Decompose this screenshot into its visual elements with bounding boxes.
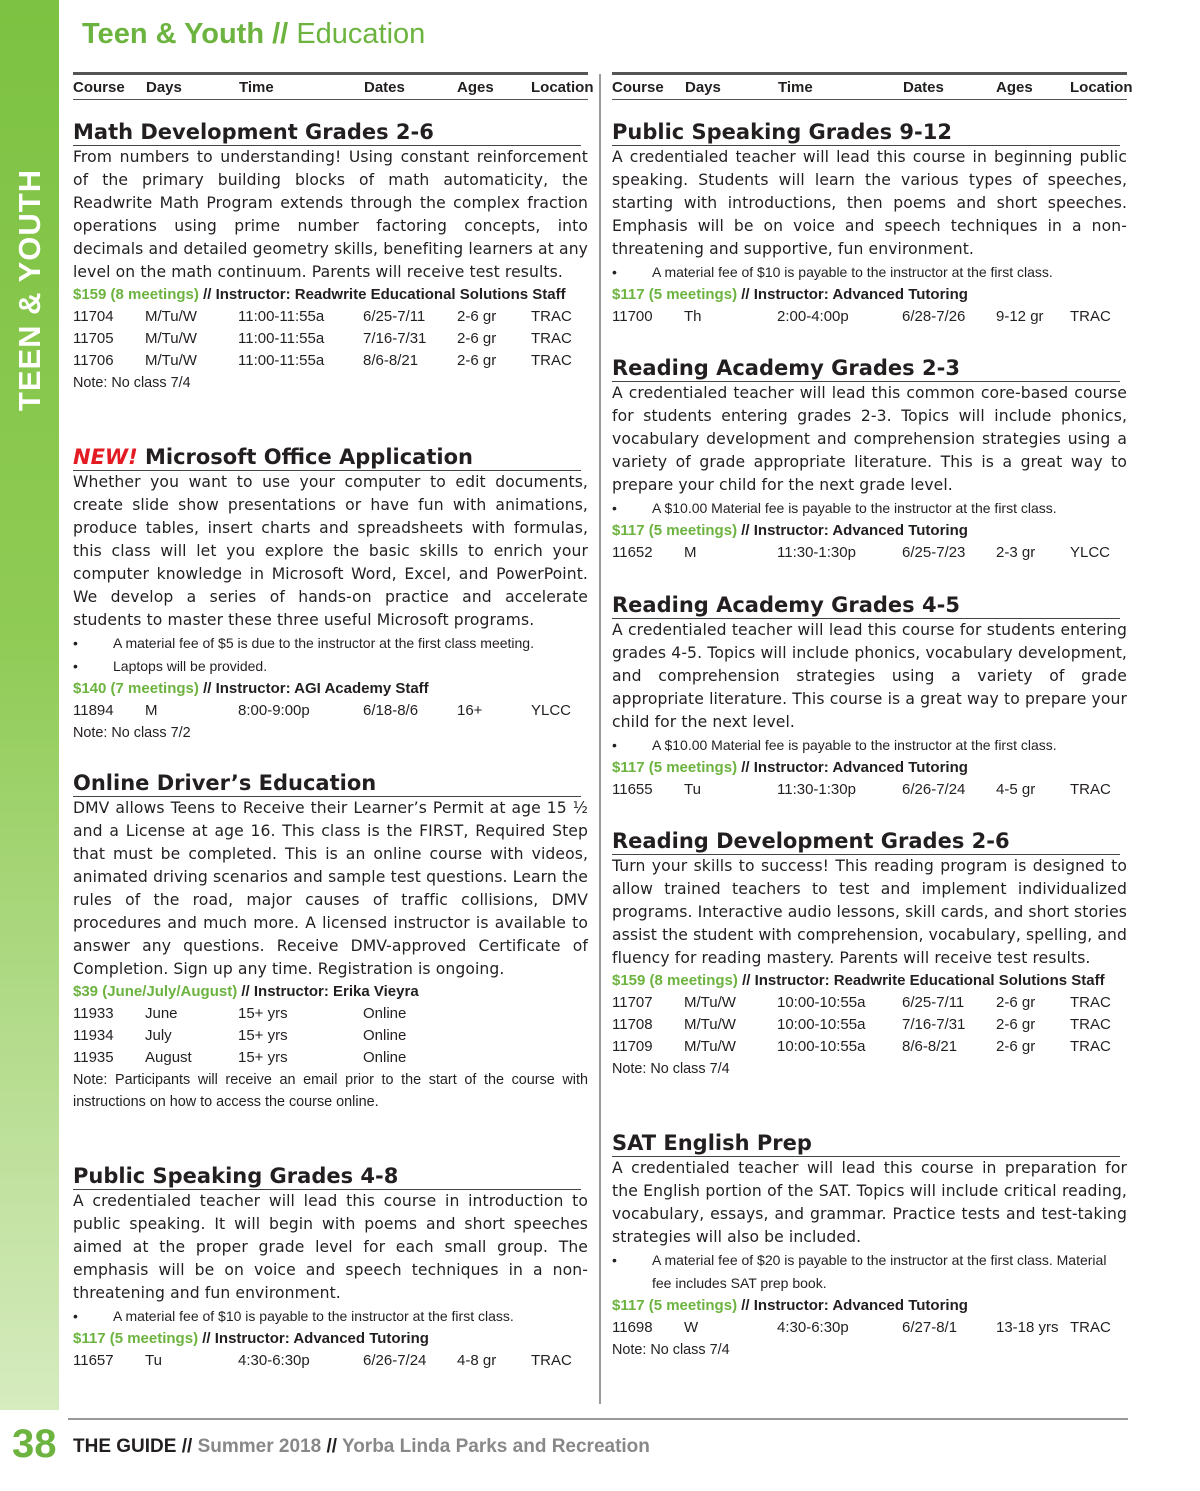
cell-location: TRAC — [1070, 781, 1111, 798]
cell-dates: 7/16-7/31 — [902, 1016, 966, 1033]
cell-time: 15+ yrs — [238, 1049, 288, 1066]
cell-location: TRAC — [1070, 308, 1111, 325]
cell-ages: 2-6 gr — [457, 330, 497, 347]
cell-dates: 7/16-7/31 — [363, 330, 427, 347]
price-line — [612, 520, 1127, 542]
cell-location: TRAC — [1070, 1016, 1111, 1033]
cell-course: 11700 — [612, 308, 653, 325]
cell-time: 15+ yrs — [238, 1027, 288, 1044]
cell-location: YLCC — [1070, 544, 1111, 561]
table-row — [612, 306, 1127, 328]
table-header — [612, 72, 1133, 100]
table-row — [73, 328, 588, 350]
table-row — [73, 1350, 588, 1372]
course-note: Note: No class 7/4 — [612, 1342, 730, 1358]
instructor: // Instructor: Advanced Tutoring — [741, 286, 968, 303]
footer-separator: // — [181, 1436, 193, 1457]
course-description: Whether you want to use your computer to edit documents, create slide show presentations or have fun with animations, produce tables, insert charts and spreadsheets with formulas, this class will let you explore the basic skills to enrich your computer knowledge in Microsoft Word, Excel, and PowerPoint. We develop a series of hands-on practice and accelerate students to master these three useful Microsoft programs. — [73, 473, 588, 629]
course-title — [612, 593, 1120, 619]
cell-location: TRAC — [1070, 1038, 1111, 1055]
cell-location: TRAC — [531, 1352, 572, 1369]
course-title — [612, 356, 1120, 382]
cell-time: 11:00-11:55a — [238, 330, 325, 347]
table-row — [612, 779, 1127, 801]
cell-dates: 6/28-7/26 — [902, 308, 966, 325]
course-block — [73, 1164, 588, 1372]
cell-location: YLCC — [531, 702, 572, 719]
course-description: DMV allows Teens to Receive their Learner’s Permit at age 15 ½ and a License at age 16. This class is the FIRST, Required Step that must be completed. This is an online course with videos, animated driving scenarios and sample test questions. Learn the rules of the road, major causes of traffic collisions, DMV procedures and much more. A licensed instructor is available to answer any questions. Receive DMV-approved Certificate of Completion. Sign up any time. Registration is ongoing. — [73, 799, 588, 978]
price: $140 (7 meetings) — [73, 680, 199, 697]
right-column — [612, 72, 1133, 1358]
course-block — [612, 1131, 1127, 1361]
course-note: Note: No class 7/4 — [612, 1061, 730, 1077]
table-row — [612, 1036, 1127, 1058]
title-subsection: Education — [296, 18, 426, 50]
course-title — [73, 1164, 581, 1190]
cell-course: 11934 — [73, 1027, 114, 1044]
course-description: A credentialed teacher will lead this course in preparation for the English portion of the SAT. Topics will include critical reading, vocabulary, essays, and grammar. Practice tests and test-taking strategies will also be included. — [612, 1159, 1127, 1246]
left-column — [73, 72, 594, 1369]
cell-location: TRAC — [1070, 1319, 1111, 1336]
cell-dates: 6/27-8/1 — [902, 1319, 958, 1336]
table-row — [73, 306, 588, 328]
cell-ages: 2-6 gr — [457, 352, 497, 369]
cell-days: Th — [684, 308, 702, 325]
cell-course: 11652 — [612, 544, 653, 561]
header-dates: Dates — [364, 79, 405, 96]
cell-course: 11708 — [612, 1016, 653, 1033]
header-days: Days — [146, 79, 182, 96]
fee-bullet: • A material fee of $10 is payable to the instructor at the first class. — [73, 1305, 588, 1328]
price: $117 (5 meetings) — [612, 759, 738, 776]
price-line — [73, 284, 588, 306]
course-block — [73, 445, 588, 744]
footer — [73, 1436, 650, 1458]
cell-dates: 8/6-8/21 — [902, 1038, 958, 1055]
course-title-text: Online Driver’s Education — [73, 771, 377, 795]
course-title-text: Math Development Grades 2-6 — [73, 120, 434, 144]
price: $117 (5 meetings) — [612, 522, 738, 539]
cell-time: 11:30-1:30p — [777, 544, 856, 561]
header-time: Time — [778, 79, 813, 96]
cell-dates: 6/25-7/11 — [363, 308, 426, 325]
price-line — [73, 678, 588, 700]
cell-dates: 6/25-7/11 — [902, 994, 965, 1011]
cell-time: 8:00-9:00p — [238, 702, 310, 719]
cell-dates: 6/25-7/23 — [902, 544, 966, 561]
price-line — [73, 981, 588, 1003]
course-title — [612, 1131, 1120, 1157]
title-separator: // — [272, 18, 289, 50]
cell-dates: Online — [363, 1027, 407, 1044]
cell-course: 11655 — [612, 781, 653, 798]
header-ages: Ages — [996, 79, 1033, 96]
cell-time: 11:30-1:30p — [777, 781, 856, 798]
course-title-text: Microsoft Office Application — [144, 445, 473, 469]
cell-ages: 16+ — [457, 702, 483, 719]
header-dates: Dates — [903, 79, 944, 96]
instructor: // Instructor: Advanced Tutoring — [741, 522, 968, 539]
fee-bullet: • Laptops will be provided. — [73, 655, 588, 678]
cell-days: M/Tu/W — [145, 308, 197, 325]
instructor: // Instructor: Advanced Tutoring — [741, 759, 968, 776]
cell-time: 10:00-10:55a — [777, 1016, 866, 1033]
table-header — [73, 72, 594, 100]
course-description: A credentialed teacher will lead this course in beginning public speaking. Students will learn the various types of speeches, starting with introductions, then poems and short speeches. Emphasis will be on voice and speech techniques in a non-threatening and supportive, fun environment. — [612, 148, 1127, 258]
fee-bullet: • A $10.00 Material fee is payable to the instructor at the first class. — [612, 497, 1127, 520]
cell-ages: 2-6 gr — [457, 308, 497, 325]
price: $117 (5 meetings) — [612, 286, 738, 303]
price: $117 (5 meetings) — [73, 1330, 199, 1347]
course-note: Note: No class 7/2 — [73, 725, 191, 741]
course-title — [612, 120, 1120, 146]
cell-dates: Online — [363, 1049, 407, 1066]
page-title — [82, 18, 425, 51]
price-line — [612, 757, 1127, 779]
course-title — [73, 120, 581, 146]
cell-course: 11933 — [73, 1005, 114, 1022]
price-line — [612, 284, 1127, 306]
cell-time: 4:30-6:30p — [777, 1319, 849, 1336]
cell-location: TRAC — [1070, 994, 1111, 1011]
cell-time: 10:00-10:55a — [777, 994, 866, 1011]
cell-dates: 8/6-8/21 — [363, 352, 419, 369]
course-description: Turn your skills to success! This reading program is designed to allow trained teachers to test and implement individualized programs. Interactive audio lessons, skill cards, and short stories assist the student with comprehension, vocabulary, spelling, and fluency for reading mastery. Parents will receive test results. — [612, 857, 1127, 967]
cell-ages: 2-6 gr — [996, 994, 1036, 1011]
cell-ages: 2-3 gr — [996, 544, 1036, 561]
cell-course: 11894 — [73, 702, 114, 719]
course-title-text: SAT English Prep — [612, 1131, 812, 1155]
instructor: // Instructor: Readwrite Educational Solutions Staff — [203, 286, 566, 303]
cell-days: M/Tu/W — [684, 1038, 736, 1055]
cell-course: 11709 — [612, 1038, 653, 1055]
course-title — [612, 829, 1120, 855]
cell-location: TRAC — [531, 352, 572, 369]
header-location: Location — [1070, 79, 1133, 96]
cell-dates: 6/26-7/24 — [363, 1352, 427, 1369]
sidebar-label-text: TEEN & YOUTH — [12, 168, 47, 412]
sidebar — [0, 0, 59, 1410]
footer-guide: THE GUIDE — [73, 1436, 177, 1457]
cell-course: 11935 — [73, 1049, 114, 1066]
course-description: From numbers to understanding! Using constant reinforcement of the primary building blocks of math automaticity, the Readwrite Math Program extends through the complex fraction operations using prime number factoring concepts, into decimals and detailed geometry skills, benefiting learners at any level on the math continuum. Parents will receive test results. — [73, 148, 588, 281]
cell-location: TRAC — [531, 330, 572, 347]
course-title-text: Reading Academy Grades 2-3 — [612, 356, 960, 380]
cell-days: July — [145, 1027, 172, 1044]
header-location: Location — [531, 79, 594, 96]
course-title — [73, 445, 581, 471]
cell-days: M/Tu/W — [145, 352, 197, 369]
fee-bullet: • A $10.00 Material fee is payable to the instructor at the first class. — [612, 734, 1127, 757]
cell-ages: 2-6 gr — [996, 1016, 1036, 1033]
cell-ages: 4-5 gr — [996, 781, 1036, 798]
price: $117 (5 meetings) — [612, 1297, 738, 1314]
instructor: // Instructor: Advanced Tutoring — [202, 1330, 429, 1347]
course-block — [612, 593, 1127, 801]
cell-ages: 4-8 gr — [457, 1352, 497, 1369]
cell-course: 11704 — [73, 308, 114, 325]
cell-dates: Online — [363, 1005, 407, 1022]
cell-time: 2:00-4:00p — [777, 308, 849, 325]
cell-time: 10:00-10:55a — [777, 1038, 866, 1055]
new-badge: NEW! — [73, 445, 138, 469]
column-divider — [599, 74, 601, 1404]
cell-dates: 6/18-8/6 — [363, 702, 419, 719]
course-title-text: Reading Academy Grades 4-5 — [612, 593, 960, 617]
fee-bullet: • A material fee of $20 is payable to the instructor at the first class. Material fee includes SAT prep book. — [612, 1249, 1127, 1295]
cell-course: 11707 — [612, 994, 653, 1011]
cell-days: Tu — [145, 1352, 162, 1369]
cell-ages: 2-6 gr — [996, 1038, 1036, 1055]
course-title-text: Reading Development Grades 2-6 — [612, 829, 1010, 853]
footer-season: Summer 2018 — [197, 1436, 322, 1457]
cell-time: 11:00-11:55a — [238, 352, 325, 369]
table-row — [73, 1025, 588, 1047]
cell-ages: 9-12 gr — [996, 308, 1044, 325]
table-row — [73, 350, 588, 372]
course-description: A credentialed teacher will lead this common core-based course for students entering grades 2-3. Topics will include phonics, vocabulary development and comprehension strategies using a variety of grade appropriate literature. This is a great way to prepare your child for the next grade level. — [612, 384, 1127, 494]
price-line — [73, 1328, 588, 1350]
cell-days: June — [145, 1005, 178, 1022]
cell-ages: 13-18 yrs — [996, 1319, 1059, 1336]
course-block — [612, 120, 1127, 328]
course-title-text: Public Speaking Grades 4-8 — [73, 1164, 399, 1188]
cell-days: Tu — [684, 781, 701, 798]
course-block — [612, 829, 1127, 1080]
fee-bullet: • A material fee of $5 is due to the instructor at the first class meeting. — [73, 632, 588, 655]
instructor: // Instructor: Readwrite Educational Solutions Staff — [742, 972, 1105, 989]
course-note: Note: No class 7/4 — [73, 375, 191, 391]
cell-time: 15+ yrs — [238, 1005, 288, 1022]
header-course: Course — [73, 79, 125, 96]
instructor: // Instructor: Erika Vieyra — [241, 983, 419, 1000]
course-block — [612, 356, 1127, 564]
footer-separator: // — [326, 1436, 337, 1457]
course-description: A credentialed teacher will lead this course in introduction to public speaking. It will begin with poems and short speeches aimed at the proper grade level for each small group. The emphasis will be on voice and speech techniques in a non-threatening and fun environment. — [73, 1192, 588, 1302]
sidebar-label — [10, 150, 50, 430]
table-row — [73, 1047, 588, 1069]
cell-course: 11706 — [73, 352, 114, 369]
header-time: Time — [239, 79, 274, 96]
course-title-text: Public Speaking Grades 9-12 — [612, 120, 952, 144]
header-ages: Ages — [457, 79, 494, 96]
cell-location: TRAC — [531, 308, 572, 325]
instructor: // Instructor: Advanced Tutoring — [741, 1297, 968, 1314]
table-row — [612, 1014, 1127, 1036]
fee-bullet: • A material fee of $10 is payable to the instructor at the first class. — [612, 261, 1127, 284]
header-course: Course — [612, 79, 664, 96]
cell-dates: 6/26-7/24 — [902, 781, 966, 798]
price: $159 (8 meetings) — [612, 972, 738, 989]
footer-divider — [68, 1418, 1128, 1420]
price: $159 (8 meetings) — [73, 286, 199, 303]
cell-days: W — [684, 1319, 699, 1336]
cell-days: M/Tu/W — [145, 330, 197, 347]
course-note: Note: Participants will receive an email prior to the start of the course with instructions on how to access the course online. — [73, 1072, 588, 1110]
course-title — [73, 771, 581, 797]
cell-time: 4:30-6:30p — [238, 1352, 310, 1369]
cell-time: 11:00-11:55a — [238, 308, 325, 325]
cell-days: August — [145, 1049, 192, 1066]
cell-days: M — [145, 702, 158, 719]
cell-days: M — [684, 544, 697, 561]
cell-course: 11657 — [73, 1352, 114, 1369]
table-row — [612, 1317, 1127, 1339]
cell-course: 11705 — [73, 330, 114, 347]
course-block — [73, 771, 588, 1113]
instructor: // Instructor: AGI Academy Staff — [203, 680, 429, 697]
price-line — [612, 1295, 1127, 1317]
cell-days: M/Tu/W — [684, 1016, 736, 1033]
cell-course: 11698 — [612, 1319, 653, 1336]
header-days: Days — [685, 79, 721, 96]
price-line — [612, 970, 1127, 992]
course-block — [73, 120, 588, 394]
table-row — [73, 700, 588, 722]
title-section: Teen & Youth — [82, 18, 265, 50]
table-row — [612, 542, 1127, 564]
footer-org: Yorba Linda Parks and Recreation — [341, 1436, 650, 1457]
page-number: 38 — [12, 1422, 57, 1466]
price: $39 (June/July/August) — [73, 983, 238, 1000]
course-description: A credentialed teacher will lead this course for students entering grades 4-5. Topics will include phonics, vocabulary development, and comprehension strategies using a variety of grade appropriate literature. This course is a great way to prepare your child for the next level. — [612, 621, 1127, 731]
table-row — [612, 992, 1127, 1014]
cell-days: M/Tu/W — [684, 994, 736, 1011]
table-row — [73, 1003, 588, 1025]
